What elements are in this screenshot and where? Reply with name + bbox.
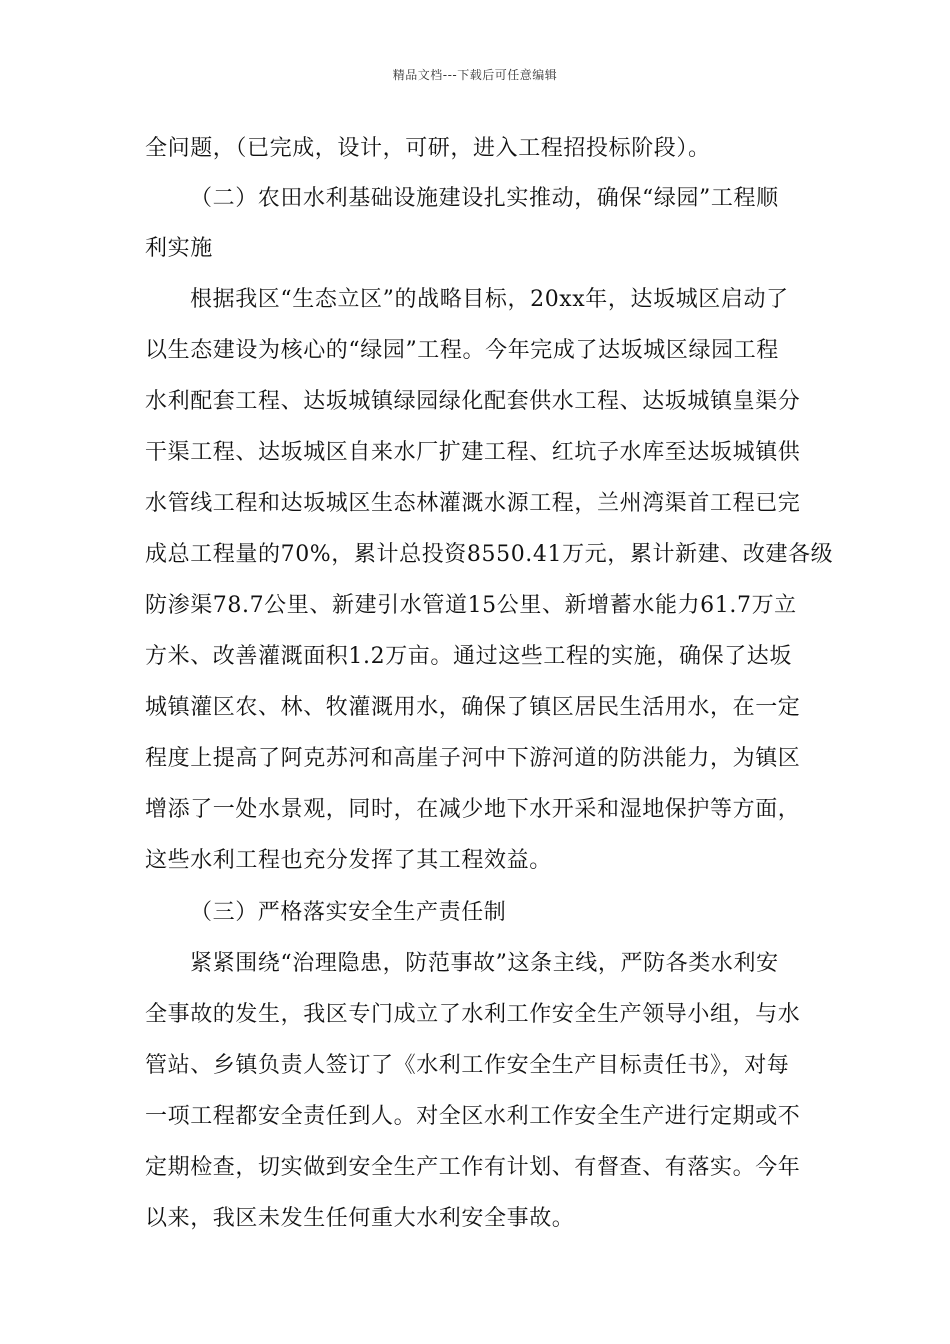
paragraph-line: 紧紧围绕“治理隐患，防范事故”这条主线，严防各类水利安 (190, 951, 779, 976)
paragraph-line: 增添了一处水景观，同时，在减少地下水开采和湿地保护等方面， (145, 797, 801, 822)
paragraph-line: 管站、乡镇负责人签订了《水利工作安全生产目标责任书》，对每 (145, 1053, 790, 1078)
section-heading-line: （二）农田水利基础设施建设扎实推动，确保“绿园”工程顺 (190, 186, 779, 211)
paragraph-line: 程度上提高了阿克苏河和高崖子河中下游河道的防洪能力，为镇区 (145, 746, 801, 771)
section-heading-line: （三）严格落实安全生产责任制 (190, 900, 507, 925)
paragraph-line: 干渠工程、达坂城区自来水厂扩建工程、红坑子水库至达坂城镇供 (145, 440, 801, 465)
paragraph-line: 成总工程量的70%，累计总投资8550.41万元，累计新建、改建各级 (145, 542, 834, 567)
paragraph-line: 方米、改善灌溉面积1.2万亩。通过这些工程的实施，确保了达坂 (145, 644, 792, 669)
paragraph-line: 定期检查，切实做到安全生产工作有计划、有督查、有落实。今年 (145, 1155, 801, 1180)
paragraph-line: 城镇灌区农、林、牧灌溉用水，确保了镇区居民生活用水，在一定 (145, 695, 801, 720)
paragraph-line: 全事故的发生，我区专门成立了水利工作安全生产领导小组，与水 (145, 1002, 801, 1027)
page-header: 精品文档---下载后可任意编辑 (392, 68, 558, 82)
section-heading-line: 利实施 (145, 236, 213, 261)
paragraph-line: 防渗渠78.7公里、新建引水管道15公里、新增蓄水能力61.7万立 (145, 593, 797, 618)
paragraph-line: 水利配套工程、达坂城镇绿园绿化配套供水工程、达坂城镇皇渠分 (145, 389, 801, 414)
paragraph-line: 以来，我区未发生任何重大水利安全事故。 (145, 1206, 575, 1231)
paragraph-line: 一项工程都安全责任到人。对全区水利工作安全生产进行定期或不 (145, 1104, 801, 1129)
paragraph-line: 以生态建设为核心的“绿园”工程。今年完成了达坂城区绿园工程 (145, 338, 779, 363)
paragraph-line: 这些水利工程也充分发挥了其工程效益。 (145, 848, 552, 873)
paragraph-line: 全问题，（已完成，设计，可研，进入工程招投标阶段）。 (145, 136, 711, 161)
paragraph-line: 根据我区“生态立区”的战略目标，20xx年，达坂城区启动了 (190, 287, 789, 312)
paragraph-line: 水管线工程和达坂城区生态林灌溉水源工程，兰州湾渠首工程已完 (145, 491, 801, 516)
